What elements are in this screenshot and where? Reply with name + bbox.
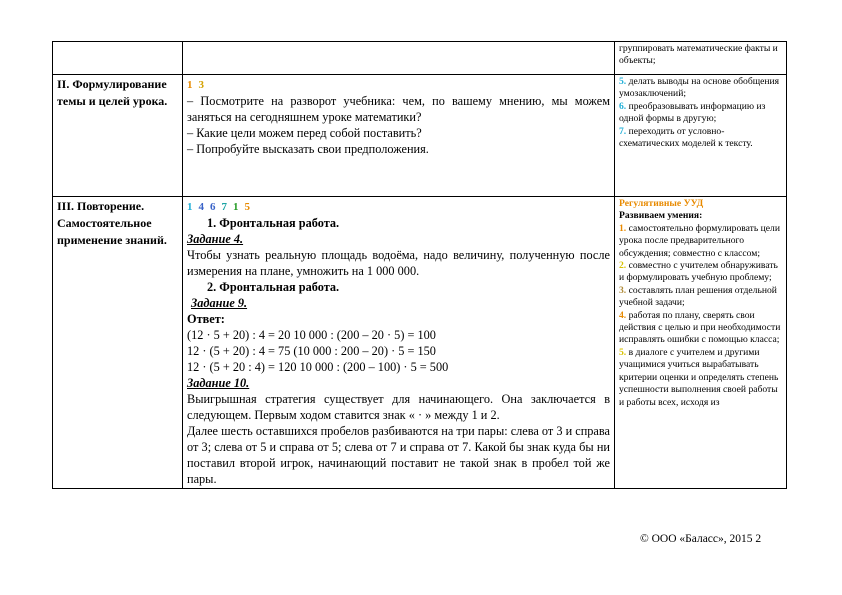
equation-line: (12 · 5 + 20) : 4 = 20 10 000 : (200 – 20 · 5) = 100 bbox=[187, 328, 436, 342]
content-cell bbox=[183, 75, 615, 197]
slide-number: 1 bbox=[187, 201, 193, 213]
content-cell-empty bbox=[183, 42, 615, 75]
stage-cell-empty bbox=[53, 42, 183, 75]
stage-cell bbox=[53, 75, 183, 197]
skill-item: 1. самостоятельно формулировать цели урока после предварительного обсуждения; совместно с классом; bbox=[619, 222, 780, 259]
task-label: Задание 10. bbox=[187, 376, 250, 390]
slide-number: 4 bbox=[198, 201, 204, 213]
answer-label: Ответ: bbox=[187, 312, 225, 326]
question-line: – Какие цели можем перед собой поставить? bbox=[187, 126, 422, 140]
skills-subtitle: Развиваем умения: bbox=[619, 210, 703, 222]
content-cell bbox=[183, 197, 615, 489]
skill-item: 5. в диалоге с учителем и другими учащимися учиться вырабатывать критерии оценки и определять степень успешности выполнения своей работы и работы всех, исходя из bbox=[619, 346, 779, 408]
skill-item: 6. преобразовывать информацию из одной формы в другую; bbox=[619, 100, 766, 125]
slide-number: 5 bbox=[244, 201, 250, 213]
task-text: Далее шесть оставшихся пробелов разбиваются на три пары: слева от 3 и справа от 3; слева от 5 и справа от 5; слева от 7 и справа от 7. Какой бы знак куда бы ни поставил второй игрок, начинающий поставит не такой знак в пробел той же пары. bbox=[187, 424, 610, 486]
slide-number: 1 bbox=[187, 79, 193, 91]
task-text: Чтобы узнать реальную площадь водоёма, надо величину, полученную после измерения на плане, умножить на 1 000 000. bbox=[187, 248, 610, 278]
lesson-table bbox=[52, 41, 787, 489]
table-row bbox=[53, 75, 787, 197]
skills-cell bbox=[615, 197, 787, 489]
table-row bbox=[53, 197, 787, 489]
question-line: – Попробуйте высказать свои предположения. bbox=[187, 142, 429, 156]
slide-number: 6 bbox=[210, 201, 216, 213]
skills-cell bbox=[615, 75, 787, 197]
skills-title: Регулятивные УУД bbox=[619, 198, 704, 209]
slide-number: 1 bbox=[233, 201, 239, 213]
skill-item: 3. составлять план решения отдельной учебной задачи; bbox=[619, 284, 777, 309]
slide-numbers bbox=[187, 198, 610, 215]
table-row bbox=[53, 42, 787, 75]
task-label: Задание 4. bbox=[187, 232, 244, 246]
stage-title: III. Повторение. Самостоятельное применение знаний. bbox=[57, 199, 167, 247]
stage-cell bbox=[53, 197, 183, 489]
task-text: Выигрышная стратегия существует для начинающего. Она заключается в следующем. Первым ходом ставится знак « · » между 1 и 2. bbox=[187, 392, 610, 422]
skill-item: 5. делать выводы на основе обобщения умозаключений; bbox=[619, 76, 780, 100]
skills-text: группировать математические факты и объекты; bbox=[619, 43, 778, 67]
slide-number: 7 bbox=[221, 201, 227, 213]
slide-numbers bbox=[187, 76, 610, 93]
skills-cell bbox=[615, 42, 787, 75]
question-line: – Посмотрите на разворот учебника: чем, по вашему мнению, мы можем заняться на сегодняшнем уроке математики? bbox=[187, 94, 610, 124]
equation-line: 12 · (5 + 20 : 4) = 120 10 000 : (200 – 100) · 5 = 500 bbox=[187, 360, 449, 374]
section-heading: 2. Фронтальная работа. bbox=[207, 280, 340, 294]
copyright-footer: © ООО «Баласс», 2015 2 bbox=[640, 533, 762, 545]
skill-item: 7. переходить от условно-схематических моделей к тексту. bbox=[619, 125, 753, 150]
skill-item: 4. работая по плану, сверять свои действия с целью и при необходимости исправлять ошибки с помощью класса; bbox=[619, 309, 781, 346]
task-label: Задание 9. bbox=[191, 296, 248, 310]
section-heading: 1. Фронтальная работа. bbox=[207, 216, 340, 230]
slide-number: 3 bbox=[198, 79, 204, 91]
equation-line: 12 · (5 + 20) : 4 = 75 (10 000 : 200 – 20) · 5 = 150 bbox=[187, 344, 436, 358]
stage-title: II. Формулирование темы и целей урока. bbox=[57, 77, 168, 108]
skill-item: 2. совместно с учителем обнаруживать и формулировать учебную проблему; bbox=[619, 260, 778, 284]
